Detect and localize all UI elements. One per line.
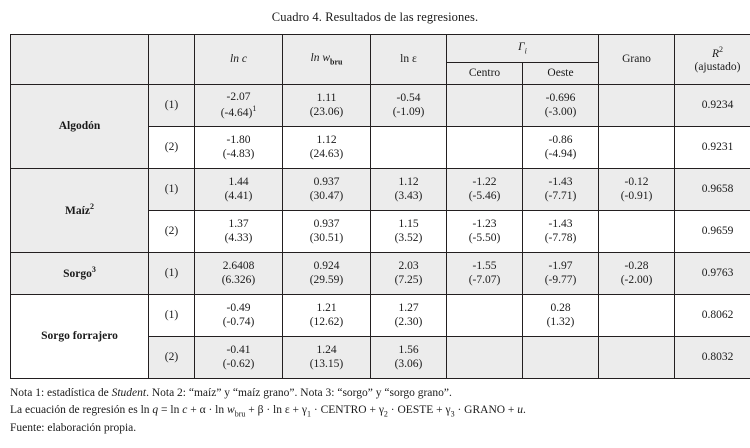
cell-lnc: -0.41 (-0.62) [195,337,283,379]
cell-grano [599,127,675,169]
cell-lnw: 0.924 (29.59) [283,253,371,295]
header-blank-rowlabel [11,35,149,85]
cell-r2: 0.9231 [675,127,750,169]
cell-centro: -1.22 (-5.46) [447,169,523,211]
cell-lnw: 0.937 (30.47) [283,169,371,211]
cell-grano: -0.28 (-2.00) [599,253,675,295]
header-ln-epsilon-text: ln ε [400,52,417,65]
header-ln-w-text: ln w [310,52,331,65]
cell-oeste: -1.43 (-7.78) [523,211,599,253]
header-grano-text: Grano [622,52,651,65]
cell-lneps: 1.15 (3.52) [371,211,447,253]
header-gamma-text: Γ [518,41,525,54]
header-ln-c [195,35,283,85]
header-r2-adjusted: (ajustado) [694,60,741,73]
equation-number: (1) [149,85,195,127]
header-r2-text: R [711,47,720,60]
cell-lneps [371,127,447,169]
header-r2-sup: 2 [719,44,724,54]
cell-lnw: 1.24 (13.15) [283,337,371,379]
header-centro: Centro [447,63,523,85]
header-gamma [447,35,599,63]
table-row [11,169,750,211]
note-source: Fuente: elaboración propia. [10,421,137,434]
cell-lneps: 1.27 (2.30) [371,295,447,337]
cell-r2: 0.8032 [675,337,750,379]
equation-number: (1) [149,169,195,211]
row-label-sorgo: Sorgo$^3$ [11,253,149,295]
cell-lnw: 1.21 (12.62) [283,295,371,337]
cell-lnc: 1.37 (4.33) [195,211,283,253]
cell-lnc: -0.49 (-0.74) [195,295,283,337]
table-row [11,85,750,127]
cell-r2: 0.9763 [675,253,750,295]
cell-grano [599,295,675,337]
cell-r2: 0.9659 [675,211,750,253]
cell-centro [447,127,523,169]
header-ln-w [283,35,371,85]
header-ln-w-sub: bru [330,57,343,67]
cell-centro [447,295,523,337]
header-oeste: Oeste [523,63,599,85]
cell-lnw: 1.12 (24.63) [283,127,371,169]
cell-r2: 0.9234 [675,85,750,127]
cell-lneps: -0.54 (-1.09) [371,85,447,127]
cell-lneps: 2.03 (7.25) [371,253,447,295]
cell-lnc: 1.44 (4.41) [195,169,283,211]
header-r2 [675,35,750,85]
cell-lnc: 2.6408 (6.326) [195,253,283,295]
cell-lnw: 0.937 (30.51) [283,211,371,253]
cell-grano [599,211,675,253]
row-label-sorgo-forrajero: Sorgo forrajero [11,295,149,379]
header-row-main [11,35,750,63]
results-table [10,34,750,379]
header-gamma-sub: i [524,46,527,56]
cell-lnc: -2.07 $(-4.64)^1$ [195,85,283,127]
cell-oeste [523,337,599,379]
table-caption: Cuadro 4. Resultados de las regresiones. [271,10,479,24]
equation-number: (2) [149,337,195,379]
table-row [11,295,750,337]
note-1: Nota 1: estadística de Student. Nota 2: “maíz” y “maíz grano”. Nota 3: “sorgo” y “sorgo grano”. [10,387,452,399]
row-label-maiz: Maíz$^2$ [11,169,149,253]
header-blank-eq [149,35,195,85]
equation-number: (2) [149,127,195,169]
table-body [11,85,750,379]
cell-lnw: 1.11 (23.06) [283,85,371,127]
equation-number: (2) [149,211,195,253]
cell-centro: -1.55 (-7.07) [447,253,523,295]
note-equation: La ecuación de regresión es $\ln q = \ln c + \alpha \cdot \ln w_{bru} + \beta \cdot \ln \varepsilon + \gamma_1$ · CENTRO + $\gamma_2$ · OESTE + $\gamma_3$ · GRANO + u. [10,403,526,418]
cell-lnc: -1.80 (-4.83) [195,127,283,169]
cell-oeste: -1.43 (-7.71) [523,169,599,211]
cell-oeste: -0.696 (-3.00) [523,85,599,127]
table-row [11,253,750,295]
header-ln-c-text: ln c [230,52,247,65]
cell-grano [599,337,675,379]
cell-grano: -0.12 (-0.91) [599,169,675,211]
header-ln-epsilon [371,35,447,85]
cell-centro: -1.23 (-5.50) [447,211,523,253]
cell-centro [447,337,523,379]
equation-number: (1) [149,295,195,337]
row-label-algodon: Algodón [11,85,149,169]
equation-number: (1) [149,253,195,295]
cell-centro [447,85,523,127]
header-grano [599,35,675,85]
table-notes [10,386,740,436]
cell-r2: 0.9658 [675,169,750,211]
cell-lneps: 1.12 (3.43) [371,169,447,211]
cell-grano [599,85,675,127]
cell-lneps: 1.56 (3.06) [371,337,447,379]
cell-oeste: -0.86 (-4.94) [523,127,599,169]
cell-r2: 0.8062 [675,295,750,337]
cell-oeste: -1.97 (-9.77) [523,253,599,295]
cell-oeste: 0.28 (1.32) [523,295,599,337]
table-header [11,35,750,85]
